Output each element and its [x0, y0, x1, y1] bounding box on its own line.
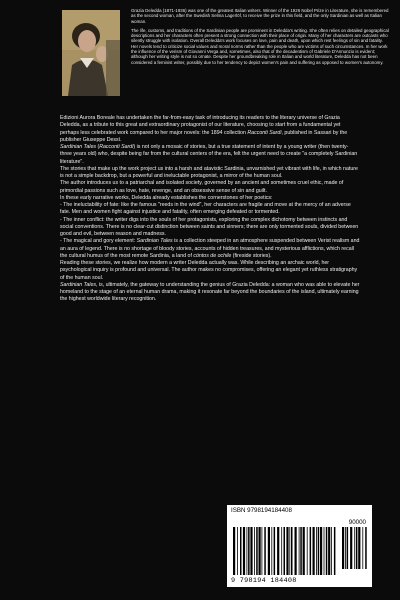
price-code: 90000: [348, 519, 366, 526]
poetics-item: - The ineluctability of fate: like the famous "reeds in the wind", her characters are fragile and move at the mercy of an adverse fate. Men and women fight against injustice and fatality, often emerging defeated or tormented.: [60, 202, 351, 216]
author-portrait-image: [62, 10, 120, 96]
barcode-addon-bars: [342, 527, 368, 575]
body-paragraph: Sardinian Tales, is, ultimately, the gateway to understanding the genius of Grazia Deledda: a woman who was able to elevate her homeland to the stage of an eternal human drama, making it resonate far beyond the boundaries of the island, ultimately earning the highest worldwide literary recognition.: [60, 281, 360, 303]
body-paragraph: Reading these stories, we realize how modern a writer Deledda actually was. While describing an archaic world, her psychological inquiry is profound and universal. The author makes no compromises, offering an elegant yet ruthless stratigraphy of the human soul.: [60, 260, 358, 281]
body-paragraph: Sardinian Tales (Racconti Sardi) is not only a mosaic of stories, but a true statement of intent by a young writer (then twenty-three years old) who, despite being far from the cultural centers of the era, felt the urgent need to create "a completely Sardinian literature".: [60, 144, 358, 165]
author-portrait: [62, 10, 120, 96]
back-cover-text: [60, 115, 360, 304]
bio-paragraph: Grazia Deledda (1871-1936) was one of the greatest Italian writers. Winner of the 1926 Nobel Prize in Literature, she is remembered as the second woman, after the Swedish Selma Lagerlöf, to receive the prize in this field, and the only Sardinian as well as Italian woman.: [131, 8, 389, 24]
poetics-item: - The inner conflict: the writer digs into the souls of her protagonists, exploring the complex dichotomy between instincts and social conventions. There is no clear-cut distinction between saints and sinners; there are only tormented souls, divided between good and evil, between reason and madness.: [60, 216, 359, 237]
body-paragraph: Edizioni Aurora Boreale has undertaken the far-from-easy task of introducing its readers to the literary universe of Grazia Deledda, as a tribute to this great and extraordinary protagonist of our literature, choosing to start from a fundamental yet perhaps less celebrated work compared to her major novels: the 1894 collection Racconti Sardi, published in Sassari by the publisher Giuseppe Dessì.: [60, 115, 348, 143]
bio-paragraph: The life, customs, and traditions of the Sardinian people are prominent in Deledda's writing. She often relies on detailed geographical descriptions and her characters often present a strong connection with their place of origin. Many of her characters are outcasts who silently struggle with isolation. Overall Deledda's work focuses on love, pain and death, upon which rest feelings of sin and fatality. Her novels tend to criticize social values and moral norms rather than the people who are victims of such circumstances. In her work the influence of the verism of Giovanni Verga and, sometimes, also that of the decadentism of Gabriele D'Annunzio is evident; although her writing style is not so ornate. Despite her groundbreaking role in Italian and world literature, Deledda has not been considered a feminist writer, possibly due to her tendency to depict women's pain and suffering as opposed to women's autonomy.: [131, 27, 389, 65]
poetics-item: - The magical and gory element: Sardinian Tales is a collection steeped in an atmosphere suspended between Verist realism and an aura of legend. There is no shortage of bloody stories, accounts of hidden treasures, and mysterious afflictions, which recall the cultural humus of the most remote Sardinia, a land of cóntos de ochile (fireside stories).: [60, 238, 360, 259]
barcode-digits: 9 798194 184408: [231, 577, 297, 585]
author-bio: [131, 8, 389, 69]
isbn-label: ISBN 9798194184408: [231, 507, 292, 514]
body-paragraph: The author introduces us to a patriarchal and isolated society, governed by an ancient and sometimes cruel ethic, made of primordial passions such as love, hate, revenge, and an obsessive sense of sin and guilt.: [60, 180, 344, 194]
barcode-bars: [233, 527, 337, 575]
isbn-barcode: [227, 505, 372, 587]
body-paragraph: In these early narrative works, Deledda already establishes the cornerstones of her poetics:: [60, 194, 273, 201]
body-paragraph: The stories that make up the work project us into a harsh and atavistic Sardinia, unvarnished yet vibrant with life, in which nature is not a simple backdrop, but a powerful and ineluctable protagonist, a mirror of the human soul.: [60, 165, 358, 179]
